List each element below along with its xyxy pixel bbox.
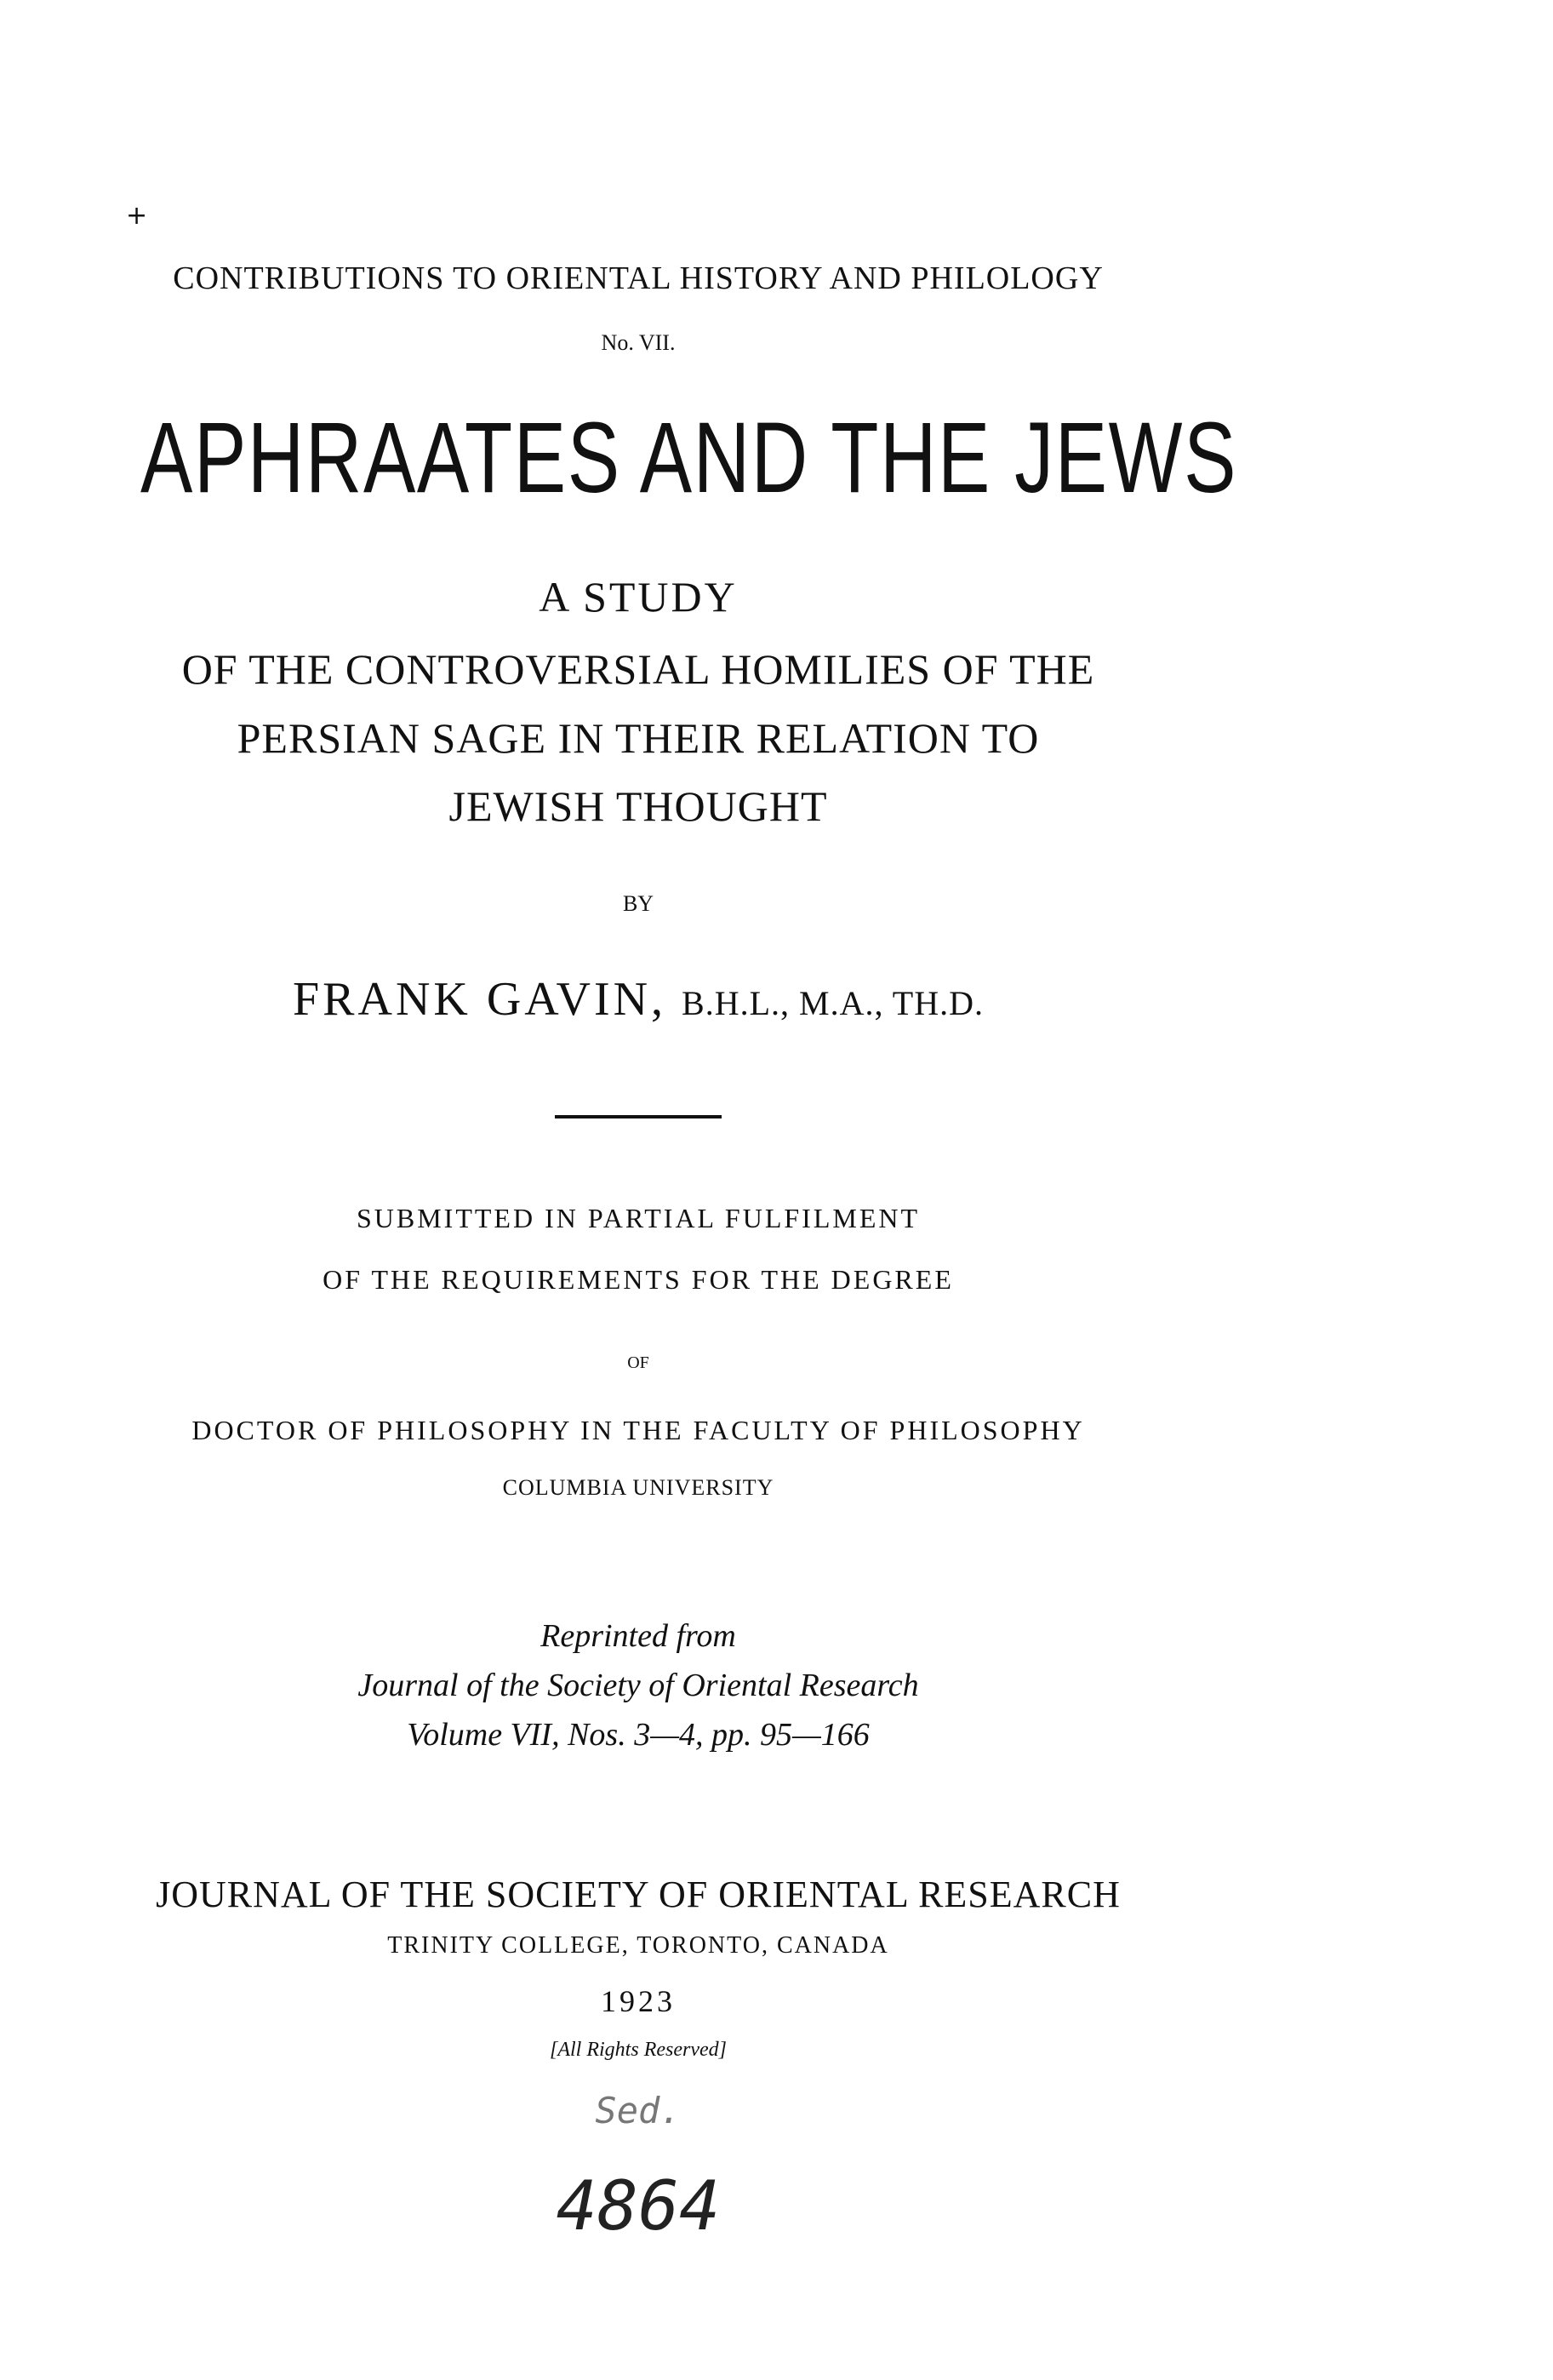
- handwritten-note: Sed.: [595, 2090, 682, 2131]
- by-label: BY: [622, 891, 654, 916]
- author-degrees: B.H.L., M.A., TH.D.: [682, 984, 984, 1022]
- university-name: COLUMBIA UNIVERSITY: [502, 1475, 774, 1500]
- pencil-mark: +: [126, 201, 148, 231]
- subtitle-line-2: PERSIAN SAGE IN THEIR RELATION TO: [237, 714, 1040, 762]
- book-title: APHRAATES AND THE JEWS: [140, 402, 1238, 514]
- subtitle-line-3: JEWISH THOUGHT: [448, 782, 828, 830]
- rights-notice: [All Rights Reserved]: [550, 2039, 727, 2061]
- author-line: [0, 972, 1276, 1027]
- thesis-line-3: DOCTOR OF PHILOSOPHY IN THE FACULTY OF PHILOSOPHY: [191, 1415, 1085, 1445]
- publisher-address: TRINITY COLLEGE, TORONTO, CANADA: [387, 1932, 889, 1959]
- subtitle-line-1: OF THE CONTROVERSIAL HOMILIES OF THE: [181, 645, 1095, 693]
- author-name: FRANK GAVIN,: [293, 973, 667, 1026]
- reprint-line-1: Reprinted from: [540, 1618, 736, 1654]
- thesis-of: OF: [627, 1353, 649, 1372]
- thesis-line-1: SUBMITTED IN PARTIAL FULFILMENT: [356, 1203, 921, 1233]
- series-title: CONTRIBUTIONS TO ORIENTAL HISTORY AND PHILOLOGY: [173, 260, 1104, 296]
- divider-rule: [555, 1115, 722, 1118]
- handwritten-number: 4864: [556, 2166, 721, 2246]
- thesis-line-2: OF THE REQUIREMENTS FOR THE DEGREE: [323, 1264, 954, 1295]
- reprint-line-3: Volume VII, Nos. 3—4, pp. 95—166: [407, 1717, 870, 1753]
- study-heading: A STUDY: [539, 573, 738, 621]
- series-number: No. VII.: [601, 330, 676, 355]
- publication-year: 1923: [601, 1984, 676, 2018]
- publisher-name: JOURNAL OF THE SOCIETY OF ORIENTAL RESEARCH: [156, 1874, 1121, 1915]
- reprint-line-2: Journal of the Society of Oriental Research: [357, 1668, 919, 1703]
